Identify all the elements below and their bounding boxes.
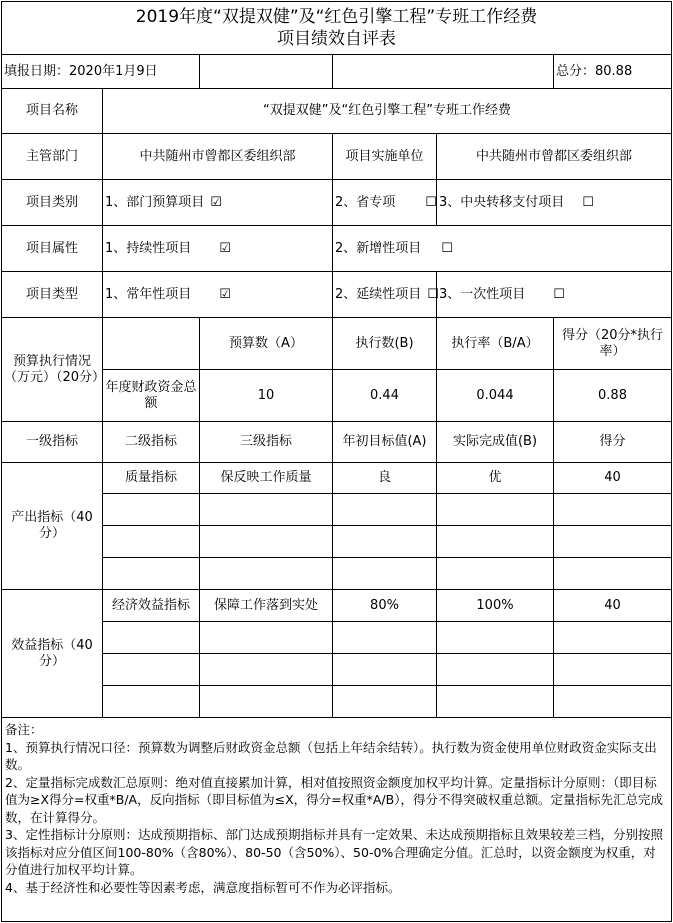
rate-value: 0.044 — [437, 370, 554, 422]
checkbox-empty-icon[interactable]: ☐ — [553, 286, 565, 302]
attribute-label: 项目属性 — [2, 226, 103, 272]
blank-cell — [437, 654, 554, 686]
blank-cell — [437, 494, 554, 526]
benefit-level3: 保障工作落到实处 — [200, 590, 333, 622]
blank-cell — [200, 654, 333, 686]
attribute-option-1 — [103, 226, 333, 272]
option-text: 3、中央转移支付项目 — [439, 194, 565, 210]
total-score: 总分：80.88 — [554, 55, 672, 89]
blank-cell — [103, 494, 200, 526]
table-title — [2, 2, 672, 55]
notes-title: 备注： — [5, 722, 43, 737]
blank-cell — [333, 55, 554, 89]
blank-cell — [554, 558, 672, 590]
indicator-score-header: 得分 — [554, 422, 672, 463]
output-level2: 质量指标 — [103, 463, 200, 494]
checkbox-checked-icon[interactable]: ☑ — [219, 240, 231, 256]
note-item-3: 3、定性指标计分原则：达成预期指标、部门达成预期指标并具有一定效果、未达成预期指标且效果较差三档，分别按照该指标对应分值区间100-80%（含80%）、80-50（含50%）、50-0%合理确定分值。汇总时，以资金额度为权重，对分值进行加权平均计算。 — [5, 827, 663, 877]
benefit-actual: 100% — [437, 590, 554, 622]
project-name-label: 项目名称 — [2, 89, 103, 134]
output-label: 产出指标（40分） — [2, 463, 103, 590]
budget-value: 10 — [200, 370, 333, 422]
type-label: 项目类型 — [2, 272, 103, 318]
blank-cell — [437, 526, 554, 558]
blank-cell — [333, 526, 437, 558]
type-option-1 — [103, 272, 333, 318]
project-name-value: “双提双健”及“红色引擎工程”专班工作经费 — [103, 89, 672, 134]
blank-cell — [437, 622, 554, 654]
category-option-3 — [437, 180, 672, 226]
blank-cell — [103, 654, 200, 686]
level1-header: 一级指标 — [2, 422, 103, 463]
blank-cell — [437, 686, 554, 718]
blank-cell — [554, 654, 672, 686]
blank-cell — [554, 494, 672, 526]
level2-header: 二级指标 — [103, 422, 200, 463]
budget-header: 预算数（A） — [200, 318, 333, 370]
option-text: 1、常年性项目 — [105, 286, 192, 302]
category-option-1 — [103, 180, 333, 226]
blank-cell — [200, 622, 333, 654]
output-target: 良 — [333, 463, 437, 494]
department-label: 主管部门 — [2, 134, 103, 180]
department-value: 中共随州市曾都区委组织部 — [103, 134, 333, 180]
evaluation-table — [1, 1, 672, 922]
checkbox-checked-icon[interactable]: ☑ — [219, 286, 231, 302]
rate-header: 执行率（B/A） — [437, 318, 554, 370]
benefit-score: 40 — [554, 590, 672, 622]
exec-value: 0.44 — [333, 370, 437, 422]
option-text: 3、一次性项目 — [439, 286, 526, 302]
option-text: 2、省专项 — [335, 194, 396, 210]
blank-cell — [333, 494, 437, 526]
note-item-4: 4、基于经济性和必要性等因素考虑，满意度指标暂可不作为必评指标。 — [5, 879, 401, 895]
blank-cell — [103, 526, 200, 558]
blank-cell — [103, 558, 200, 590]
blank-cell — [200, 526, 333, 558]
checkbox-empty-icon[interactable]: ☐ — [441, 240, 453, 256]
blank-cell — [554, 526, 672, 558]
blank-cell — [333, 622, 437, 654]
category-option-2 — [333, 180, 437, 226]
blank-cell — [333, 558, 437, 590]
blank-cell — [437, 558, 554, 590]
score-value: 0.88 — [554, 370, 672, 422]
note-item-1: 1、预算执行情况口径：预算数为调整后财政资金总额（包括上年结余结转）。执行数为资金使用单位财政资金实际支出数。 — [5, 739, 657, 772]
option-text: 1、持续性项目 — [105, 240, 192, 256]
blank-cell — [103, 318, 200, 370]
category-label: 项目类别 — [2, 180, 103, 226]
checkbox-empty-icon[interactable]: ☐ — [427, 286, 439, 302]
score-header: 得分（20分*执行率） — [554, 318, 672, 370]
output-actual: 优 — [437, 463, 554, 494]
actual-header: 实际完成值(B) — [437, 422, 554, 463]
checkbox-checked-icon[interactable]: ☑ — [210, 194, 222, 210]
blank-cell — [200, 558, 333, 590]
blank-cell — [333, 686, 437, 718]
level3-header: 三级指标 — [200, 422, 333, 463]
checkbox-empty-icon[interactable]: ☐ — [582, 194, 594, 210]
fiscal-total-label: 年度财政资金总额 — [103, 370, 200, 422]
blank-cell — [200, 686, 333, 718]
output-score: 40 — [554, 463, 672, 494]
benefit-level2: 经济效益指标 — [103, 590, 200, 622]
target-header: 年初目标值(A) — [333, 422, 437, 463]
title-line-1: 2019年度“双提双健”及“红色引擎工程”专班工作经费 — [135, 7, 538, 27]
blank-cell — [200, 55, 333, 89]
blank-cell — [554, 622, 672, 654]
title-line-2: 项目绩效自评表 — [277, 29, 396, 49]
exec-header: 执行数(B) — [333, 318, 437, 370]
attribute-option-2 — [333, 226, 672, 272]
blank-cell — [333, 654, 437, 686]
blank-cell — [103, 686, 200, 718]
option-text: 2、延续性项目 — [335, 286, 422, 302]
output-level3: 保反映工作质量 — [200, 463, 333, 494]
checkbox-empty-icon[interactable]: ☐ — [425, 194, 437, 210]
impl-unit-value: 中共随州市曾都区委组织部 — [437, 134, 672, 180]
budget-label: 预算执行情况（万元）（20分） — [2, 318, 103, 422]
fill-date: 填报日期：2020年1月9日 — [2, 55, 200, 89]
benefit-target: 80% — [333, 590, 437, 622]
type-option-3 — [437, 272, 672, 318]
notes-section — [2, 718, 672, 922]
blank-cell — [103, 622, 200, 654]
option-text: 1、部门预算项目 — [105, 194, 205, 210]
option-text: 2、新增性项目 — [335, 240, 422, 256]
type-option-2 — [333, 272, 437, 318]
benefit-label: 效益指标（40分） — [2, 590, 103, 718]
blank-cell — [200, 494, 333, 526]
note-item-2: 2、定量指标完成数汇总原则：绝对值直接累加计算，相对值按照资金额度加权平均计算。定量指标计分原则：（即目标值为≥X得分=权重*B/A，反向指标（即目标值为≤X，得分=权重*A/B），得分不得突破权重总额。定量指标先汇总完成数，在计算得分。 — [5, 774, 663, 825]
impl-unit-label: 项目实施单位 — [333, 134, 437, 180]
blank-cell — [554, 686, 672, 718]
